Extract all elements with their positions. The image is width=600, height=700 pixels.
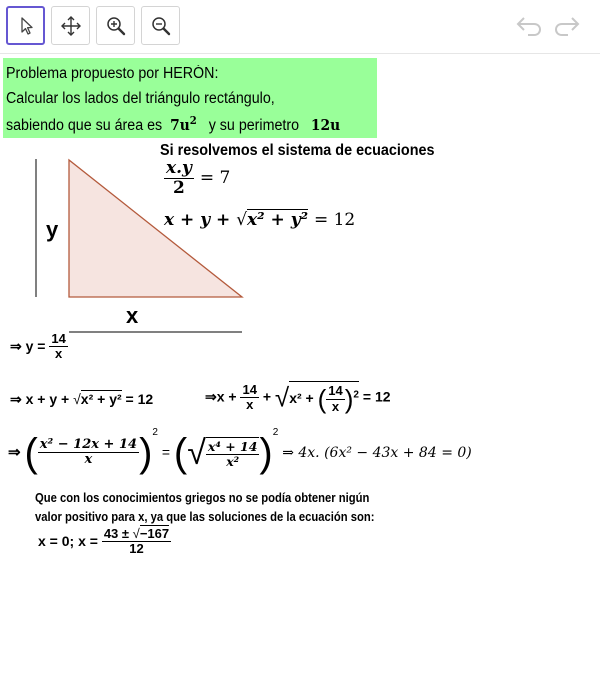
eq1-fraction: $\frac{x.y}{2}$	[166, 158, 192, 198]
system-title: Si resolvemos el sistema de ecuaciones	[160, 142, 435, 159]
move-tool-button[interactable]	[6, 6, 45, 45]
problem-line-3-middle: y su perimetro	[208, 117, 300, 134]
zoom-out-icon	[150, 15, 172, 37]
move-arrows-icon	[60, 15, 82, 37]
step-3: ⇒ ( $\frac{\text{x² − 12x + 14}}{x}$ )$^2$ = (√ $\frac{\text{x⁴ + 14}}{\text{x²}}$ )$^2$ ⇒ 4x. (6x² − 43x + 84 = 0)	[8, 427, 472, 475]
label-y: y	[46, 217, 59, 242]
equation-1: $\frac{x.y}{2}$ = 7	[166, 158, 231, 198]
redo-icon	[551, 14, 581, 38]
step-2: ⇒ x + y + √x² + y² = 12	[10, 391, 154, 407]
problem-line-3-prefix: sabiendo que su área es	[6, 117, 163, 134]
problem-line-3	[6, 114, 340, 135]
equation-2: x + y + √x² + y² = 12	[164, 210, 356, 230]
undo-icon	[515, 14, 545, 38]
problem-line-1: Problema propuesto por HERÓN:	[6, 65, 219, 82]
toolbar	[0, 0, 600, 54]
solution: x = 0; x = $\frac{43 \pm √-167}{12}$	[38, 526, 170, 557]
zoom-in-button[interactable]	[96, 6, 135, 45]
graphics-view[interactable]	[0, 55, 600, 700]
step-1: ⇒ y = $\frac{14}{x}$	[10, 331, 66, 362]
conclusion-line-2: valor positivo para x, ya que las soluciones de la ecuación son:	[35, 510, 375, 524]
step-2b: ⇒x + $\frac{14}{x}$ + √x² + ( $\frac{14}{x}$ )$^2$ = 12	[205, 381, 391, 414]
zoom-out-button[interactable]	[141, 6, 180, 45]
undo-button[interactable]	[514, 12, 546, 40]
move-graphics-view-button[interactable]	[51, 6, 90, 45]
zoom-in-icon	[105, 15, 127, 37]
problem-statement-box	[3, 58, 377, 138]
problem-line-2: Calcular los lados del triángulo rectángulo,	[6, 90, 275, 107]
conclusion-line-1: Que con los conocimientos griegos no se podía obtener nigún	[35, 491, 370, 505]
label-x: x	[126, 303, 139, 328]
area-value: $7u^2$	[170, 114, 197, 134]
arrow-cursor-icon	[15, 15, 37, 37]
perimeter-value: 12u	[310, 116, 341, 134]
redo-button[interactable]	[550, 12, 582, 40]
